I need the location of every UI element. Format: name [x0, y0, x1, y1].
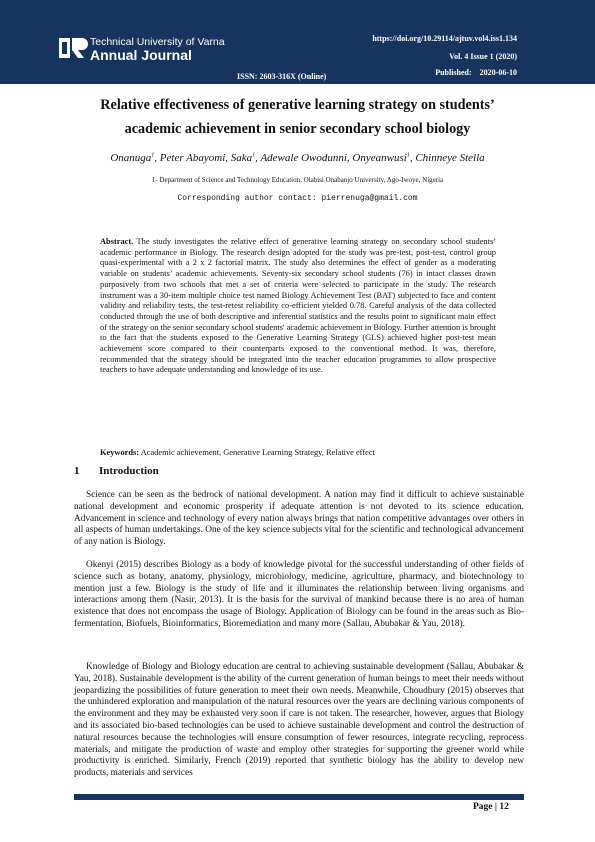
volume-issue: Vol. 4 Issue 1 (2020)	[449, 52, 517, 61]
body-paragraph: Knowledge of Biology and Biology education are central to achieving sustainable development (Sallau, Abubakar & Yau, 2018). Sustainable development is the ability of the current generation of human beings to meet their needs without jeopardizing the possibilities of future generation to meet their own needs. Meanwhile, Choudhury (2015) observes that the unhindered exploration and manipulation of the natural resources over the years are declining various components of the environment and they may be exhausted very soon if care is not taken. The researcher, however, argues that Biology and its associated bio-based technologies can be used to achieve sustainable development and control the destruction of natural resources because the technologies will ensure consumption of fewer resources, integrate recycling, reprocess materials, and mitigate the production of waste and employ other strategies for supporting the greener world while productivity is enriched. Similarly, French (2019) reported that synthetic biology has the ability to develop new products, materials and services	[74, 662, 524, 779]
abstract-text: The study investigates the relative effect of generative learning strategy on secondary school students’ academic performance in Biology. The research design adopted for the study was pre-test, post-test, control group quasi-experimental with a 2 x 2 factorial matrix. The study also determines the effect of gender as a moderating variable on students’ academic achievements. Seventy-six secondary school students (76) in intact classes drawn purposively from two schools that met a set of criteria were selected to participate in the study. The research instrument was a 30-item multiple choice test named Biology Achievement Test (BAT) subjected to face and content validity and reliability tests, the test-retest reliability co-efficient yielded 0.78. Careful analysis of the data collected conducted through the use of both descriptive and inferential statistics and the results point to significant main effect of the strategy on the senior secondary school students' academic achievement in Biology. Further attention is brought to the fact that the students exposed to the Generative Learning Strategy (GLS) achieved higher post-test mean achievement score compared to their counterparts exposed to the conventional method. It was, therefore, recommended that the strategy should be integrated into the teacher education programmes to allow prospective teachers to have adequate understanding and knowledge of its use.	[100, 237, 496, 375]
author-name: Adewale Owodunni, Onyeanwusi	[260, 152, 407, 164]
doi-link[interactable]: https://doi.org/10.29114/ajtuv.vol4.iss1.134	[372, 34, 517, 43]
keywords	[100, 448, 496, 457]
page-number: Page | 12	[473, 802, 509, 812]
published-label: Published:	[435, 68, 472, 77]
author-list	[60, 152, 535, 164]
author-affiliation-mark: 1	[406, 152, 410, 159]
journal-name: Annual Journal	[90, 47, 192, 63]
author-name: Onanuga	[110, 152, 152, 164]
keywords-text: Academic achievement, Generative Learning Strategy, Relative effect	[140, 448, 375, 457]
university-logo-icon	[58, 36, 88, 60]
section-number: 1	[74, 465, 80, 477]
issn: ISSN: 2603-316X (Online)	[237, 72, 327, 81]
footer-rule	[74, 794, 524, 800]
affiliation: 1- Department of Science and Technology Education, Olabisi Onabanjo University, Ago-Iwoye, Nigeria	[151, 176, 444, 184]
body-paragraph: Okenyi (2015) describes Biology as a body of knowledge pivotal for the successful understanding of other fields of science such as botany, anatomy, physiology, microbiology, medicine, agriculture, pharmacy, and biotechnology to mention just a few. Biology is the study of life and it illuminates the relationship between living organisms and interactions among them (Nasir, 2013). It is the basis for the survival of mankind because there is no area of human existence that does not encompass the usage of Biology. Application of Biology can be found in the areas such as Bio-fermentation, Biofuels, Bioinformatics, Bioremediation and many more (Sallau, Abubakar & Yau, 2018).	[74, 560, 524, 629]
section-title: Introduction	[99, 465, 159, 477]
university-name: Technical University of Varna	[90, 36, 225, 48]
abstract-label: Abstract.	[100, 237, 134, 246]
keywords-label: Keywords:	[100, 448, 140, 457]
section-heading-introduction	[74, 465, 159, 477]
paper-title-line-2: academic achievement in senior secondary school biology	[124, 121, 471, 137]
author-name: Peter Abayomi, Saka	[159, 152, 253, 164]
published-date: 2020-06-10	[479, 68, 517, 77]
author-name: Chinneye Stella	[415, 152, 485, 164]
body-paragraph: Science can be seen as the bedrock of national development. A nation may find it difficult to achieve sustainable national development and economic prosperity if adequate attention is not devoted to its science education. Advancement in science and technology of every nation always brings that nation competitive advantages over others in all aspects of human undertakings. One of the key science subjects vital for the scientific and technological advancement of any nation is Biology.	[74, 490, 524, 548]
abstract	[100, 237, 496, 376]
author-affiliation-mark: 1	[252, 152, 256, 159]
author-separator: ,	[409, 152, 416, 164]
published-info	[435, 68, 517, 77]
paper-title-line-1: Relative effectiveness of generative learning strategy on students’	[100, 97, 495, 113]
corresponding-author-contact: Corresponding author contact: pierrenuga@gmail.com	[177, 194, 418, 203]
journal-header-band	[0, 0, 595, 84]
author-separator: ,	[154, 152, 160, 164]
author-affiliation-mark: 1	[151, 152, 155, 159]
author-separator: ,	[255, 152, 261, 164]
